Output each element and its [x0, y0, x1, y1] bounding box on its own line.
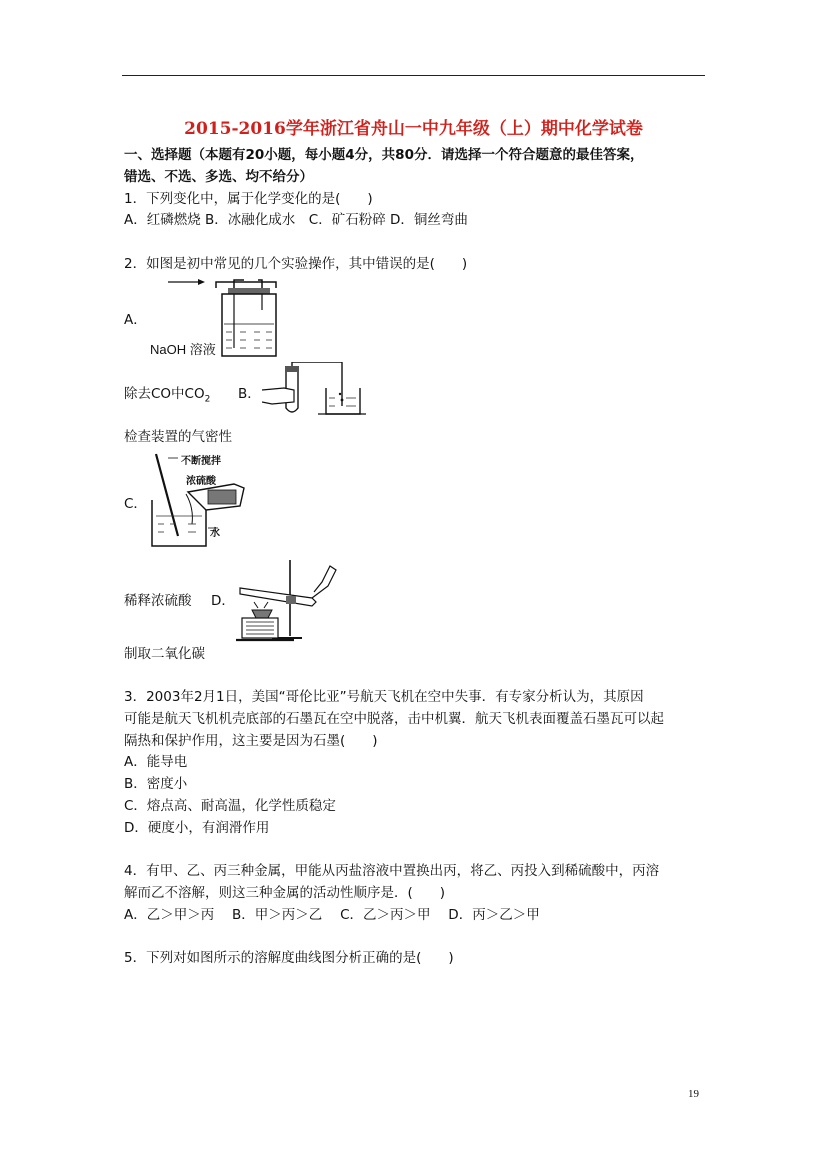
stir-constantly-label: 不断搅拌 [181, 456, 221, 467]
q2-option-d-caption: 制取二氧化碳 [124, 646, 205, 662]
section-heading: 一、选择题（本题有20小题，每小题4分，共80分．请选择一个符合题意的最佳答案， [124, 147, 644, 163]
q2-option-c-label: C． [124, 496, 147, 512]
q2-option-a-label: A． [124, 312, 147, 328]
q2-option-c-caption: 稀释浓硫酸 [124, 593, 192, 609]
airtightness-check-figure [262, 362, 382, 424]
concentrated-acid-label: 浓硫酸 [186, 476, 216, 487]
q1-options: A．红磷燃烧 B．冰融化成水 C．矿石粉碎 D．铜丝弯曲 [124, 212, 468, 228]
page-number: 19 [688, 1088, 699, 1100]
q1-stem: 1．下列变化中，属于化学变化的是( ) [124, 191, 373, 207]
q4-stem-line1: 4．有甲、乙、丙三种金属，甲能从丙盐溶液中置换出丙，将乙、丙投入到稀硫酸中，丙溶 [124, 863, 660, 879]
q2-option-b-caption: 检查装置的气密性 [124, 429, 232, 445]
q3-option-b: B．密度小 [124, 776, 188, 792]
q4-options: A．乙＞甲＞丙 B．甲＞丙＞乙 C．乙＞丙＞甲 D．丙＞乙＞甲 [124, 907, 540, 923]
q2-option-d-label: D． [211, 593, 235, 609]
q4-stem-line2: 解而乙不溶解，则这三种金属的活动性顺序是．( ) [124, 885, 446, 901]
header-rule [122, 75, 705, 76]
q3-stem-line2: 可能是航天飞机机壳底部的石墨瓦在空中脱落，击中机翼．航天飞机表面覆盖石墨瓦可以起 [124, 711, 664, 727]
q3-option-c: C．熔点高、耐高温，化学性质稳定 [124, 798, 336, 814]
q3-stem-line1: 3．2003年2月1日，美国“哥伦比亚”号航天飞机在空中失事．有专家分析认为，其原因 [124, 689, 644, 705]
q5-stem: 5．下列对如图所示的溶解度曲线图分析正确的是( ) [124, 950, 454, 966]
co2-preparation-figure [232, 556, 344, 646]
q3-stem-line3: 隔热和保护作用，这主要是因为石墨( ) [124, 733, 378, 749]
water-label: 水 [210, 528, 220, 539]
exam-title: 2015-2016学年浙江省舟山一中九年级（上）期中化学试卷 [184, 119, 643, 139]
q3-option-d: D．硬度小，有润滑作用 [124, 820, 270, 836]
q3-option-a: A．能导电 [124, 754, 188, 770]
q2-option-b-label: B． [238, 386, 261, 402]
naoh-solution-label: NaOH 溶液 [150, 342, 216, 357]
q2-stem: 2．如图是初中常见的几个实验操作，其中错误的是( ) [124, 256, 468, 272]
section-heading-cont: 错选、不选、多选、均不给分） [124, 169, 313, 185]
q2-option-a-caption: 除去CO中$CO_2$ [124, 386, 211, 405]
